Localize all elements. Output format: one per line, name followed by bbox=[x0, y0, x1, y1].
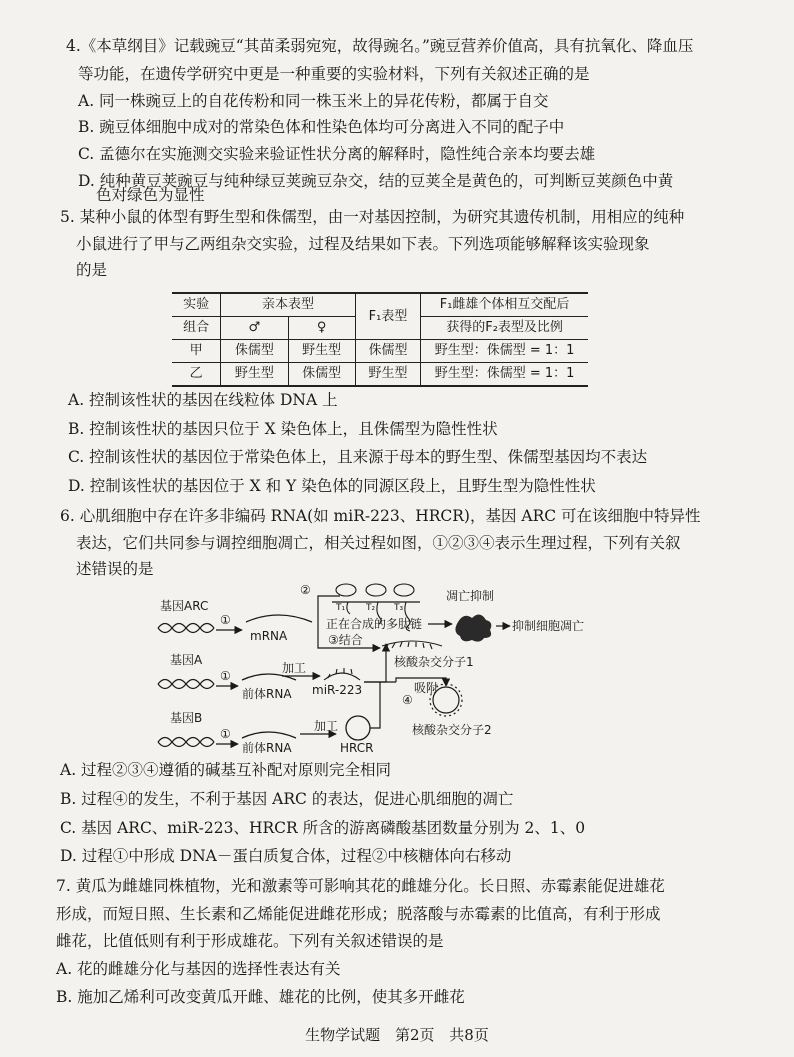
question-4-stem-line1: 4.《本草纲目》记载豌豆“其苗柔弱宛宛，故得豌名。”豌豆营养价值高，具有抗氧化、降血压 bbox=[66, 37, 694, 55]
label-step2: ② bbox=[300, 583, 311, 597]
label-inhibit: 凋亡抑制 bbox=[446, 589, 495, 603]
question-4-option-b: B. 豌豆体细胞中成对的常染色体和性染色体均可分离进入不同的配子中 bbox=[78, 118, 565, 136]
label-hybrid2: 核酸杂交分子2 bbox=[412, 723, 492, 737]
label-step3: ③结合 bbox=[328, 633, 363, 647]
label-adsorb: 吸附 bbox=[414, 681, 439, 695]
question-5-stem-line1: 5. 某种小鼠的体型有野生型和侏儒型，由一对基因控制，为研究其遗传机制，用相应的纯种 bbox=[60, 208, 685, 226]
hrcr-circle-icon bbox=[346, 716, 370, 740]
table-header-male: ♂ bbox=[221, 317, 288, 340]
table-row bbox=[172, 363, 588, 387]
label-result: 抑制细胞凋亡 bbox=[512, 619, 585, 633]
label-step1-arc: ① bbox=[220, 613, 231, 627]
line-hrcr-to-mir bbox=[370, 682, 380, 728]
question-5-stem-line2: 小鼠进行了甲与乙两组杂交实验，过程及结果如下表。下列选项能够解释该实验现象 bbox=[76, 235, 650, 253]
table-cell-f2: 野生型：侏儒型 = 1：1 bbox=[421, 340, 588, 363]
table-header-f2-2: 获得的F₂表型及比例 bbox=[421, 317, 588, 340]
protein-icon bbox=[455, 614, 491, 641]
table-cell-f2: 野生型：侏儒型 = 1：1 bbox=[421, 363, 588, 387]
question-7-stem-line2: 形成，而短日照、生长素和乙烯能促进雌花形成；脱落酸与赤霉素的比值高，有利于形成 bbox=[56, 905, 661, 923]
experiment-table bbox=[172, 292, 588, 387]
label-hrcr: HRCR bbox=[340, 741, 374, 753]
question-6-stem-line1: 6. 心肌细胞中存在许多非编码 RNA(如 miR-223、HRCR)，基因 ARC 可在该细胞中特异性 bbox=[60, 507, 701, 525]
footer-total: 共8页 bbox=[449, 1026, 489, 1044]
label-t3: T₃ bbox=[394, 603, 404, 613]
table-header-female: ♀ bbox=[288, 317, 355, 340]
label-step1-b: ① bbox=[220, 727, 231, 741]
dna-helix-b-icon bbox=[158, 738, 214, 747]
label-process-a: 加工 bbox=[282, 661, 307, 675]
arrow-mir-to-mrna bbox=[364, 644, 386, 682]
label-polypeptide: 正在合成的多肽链 bbox=[326, 617, 423, 631]
label-gene-b: 基因B bbox=[170, 711, 203, 725]
label-step1-a: ① bbox=[220, 669, 231, 683]
question-7-stem-line1: 7. 黄瓜为雌雄同株植物，光和激素等可影响其花的雌雄分化。长日照、赤霉素能促进雄花 bbox=[56, 877, 665, 895]
question-6-option-b: B. 过程④的发生，不利于基因 ARC 的表达，促进心肌细胞的凋亡 bbox=[60, 790, 514, 808]
label-step4: ④ bbox=[402, 693, 413, 707]
dna-helix-arc-icon bbox=[158, 624, 214, 633]
label-t1: T₁ bbox=[336, 603, 346, 613]
table-header-group-2: 组合 bbox=[172, 317, 221, 340]
label-process-b: 加工 bbox=[314, 719, 339, 733]
table-row bbox=[172, 340, 588, 363]
page-footer bbox=[0, 1024, 794, 1045]
hybrid-molecule-1-icon bbox=[382, 641, 442, 650]
table-cell-group: 乙 bbox=[172, 363, 221, 387]
label-pre-rna-b: 前体RNA bbox=[242, 741, 292, 753]
mirna-hairpin-icon bbox=[324, 668, 360, 680]
footer-page: 第2页 bbox=[394, 1026, 435, 1044]
question-4-option-d: D. 纯种黄豆荚豌豆与纯种绿豆荚豌豆杂交，结的豆荚全是黄色的，可判断豆荚颜色中黄 bbox=[78, 172, 674, 190]
mrna-strand-icon bbox=[246, 615, 312, 622]
table-header-group-1: 实验 bbox=[172, 293, 221, 317]
question-7-option-b: B. 施加乙烯利可改变黄瓜开雌、雄花的比例，使其多开雌花 bbox=[56, 988, 465, 1006]
footer-subject: 生物学试题 bbox=[305, 1026, 381, 1044]
question-4-option-d-line2: 色对绿色为显性 bbox=[96, 186, 205, 204]
question-4-stem-line2: 等功能，在遗传学研究中更是一种重要的实验材料，下列有关叙述正确的是 bbox=[78, 65, 590, 83]
table-header-f1: F₁表型 bbox=[355, 293, 420, 340]
question-5-option-b: B. 控制该性状的基因只位于 X 染色体上，且侏儒型为隐性性状 bbox=[68, 420, 498, 438]
question-4-option-a: A. 同一株豌豆上的自花传粉和同一株玉米上的异花传粉，都属于自交 bbox=[78, 92, 549, 110]
question-6-option-a: A. 过程②③④遵循的碱基互补配对原则完全相同 bbox=[60, 761, 392, 779]
table-cell-female: 野生型 bbox=[288, 340, 355, 363]
question-5-option-a: A. 控制该性状的基因在线粒体 DNA 上 bbox=[68, 391, 338, 409]
label-gene-arc: 基因ARC bbox=[160, 599, 209, 613]
label-gene-a: 基因A bbox=[170, 653, 203, 667]
question-6-stem-line3: 述错误的是 bbox=[76, 560, 154, 578]
question-7-option-a: A. 花的雌雄分化与基因的选择性表达有关 bbox=[56, 960, 341, 978]
label-hybrid1: 核酸杂交分子1 bbox=[394, 655, 474, 669]
label-mrna: mRNA bbox=[250, 629, 288, 643]
question-6-option-c: C. 基因 ARC、miR-223、HRCR 所含的游离磷酸基团数量分别为 2、1、0 bbox=[60, 819, 586, 837]
question-4-option-c: C. 孟德尔在实施测交实验来验证性状分离的解释时，隐性纯合亲本均要去雄 bbox=[78, 145, 596, 163]
table-header-f2-1: F₁雌雄个体相互交配后 bbox=[421, 293, 588, 317]
question-6-stem-line2: 表达，它们共同参与调控细胞凋亡，相关过程如图，①②③④表示生理过程，下列有关叙 bbox=[76, 534, 681, 552]
gene-regulation-diagram bbox=[150, 578, 620, 753]
question-5-stem-line3: 的是 bbox=[76, 261, 108, 279]
question-5-option-d: D. 控制该性状的基因位于 X 和 Y 染色体的同源区段上，且野生型为隐性性状 bbox=[68, 477, 596, 495]
question-6-option-d: D. 过程①中形成 DNA－蛋白质复合体，过程②中核糖体向右移动 bbox=[60, 847, 512, 865]
table-header-parent: 亲本表型 bbox=[221, 293, 356, 317]
label-mir: miR-223 bbox=[312, 683, 363, 697]
table-cell-group: 甲 bbox=[172, 340, 221, 363]
question-5-option-c: C. 控制该性状的基因位于常染色体上，且来源于母本的野生型、侏儒型基因均不表达 bbox=[68, 448, 648, 466]
table-cell-female: 侏儒型 bbox=[288, 363, 355, 387]
pre-rna-b-strand bbox=[242, 732, 296, 738]
question-7-stem-line3: 雌花，比值低则有利于形成雄花。下列有关叙述错误的是 bbox=[56, 932, 444, 950]
dna-helix-a-icon bbox=[158, 680, 214, 689]
table-cell-f1: 侏儒型 bbox=[355, 340, 420, 363]
table-cell-male: 野生型 bbox=[221, 363, 288, 387]
table-cell-male: 侏儒型 bbox=[221, 340, 288, 363]
label-pre-rna-a: 前体RNA bbox=[242, 687, 292, 701]
table-cell-f1: 野生型 bbox=[355, 363, 420, 387]
label-t2: T₂ bbox=[366, 603, 376, 613]
